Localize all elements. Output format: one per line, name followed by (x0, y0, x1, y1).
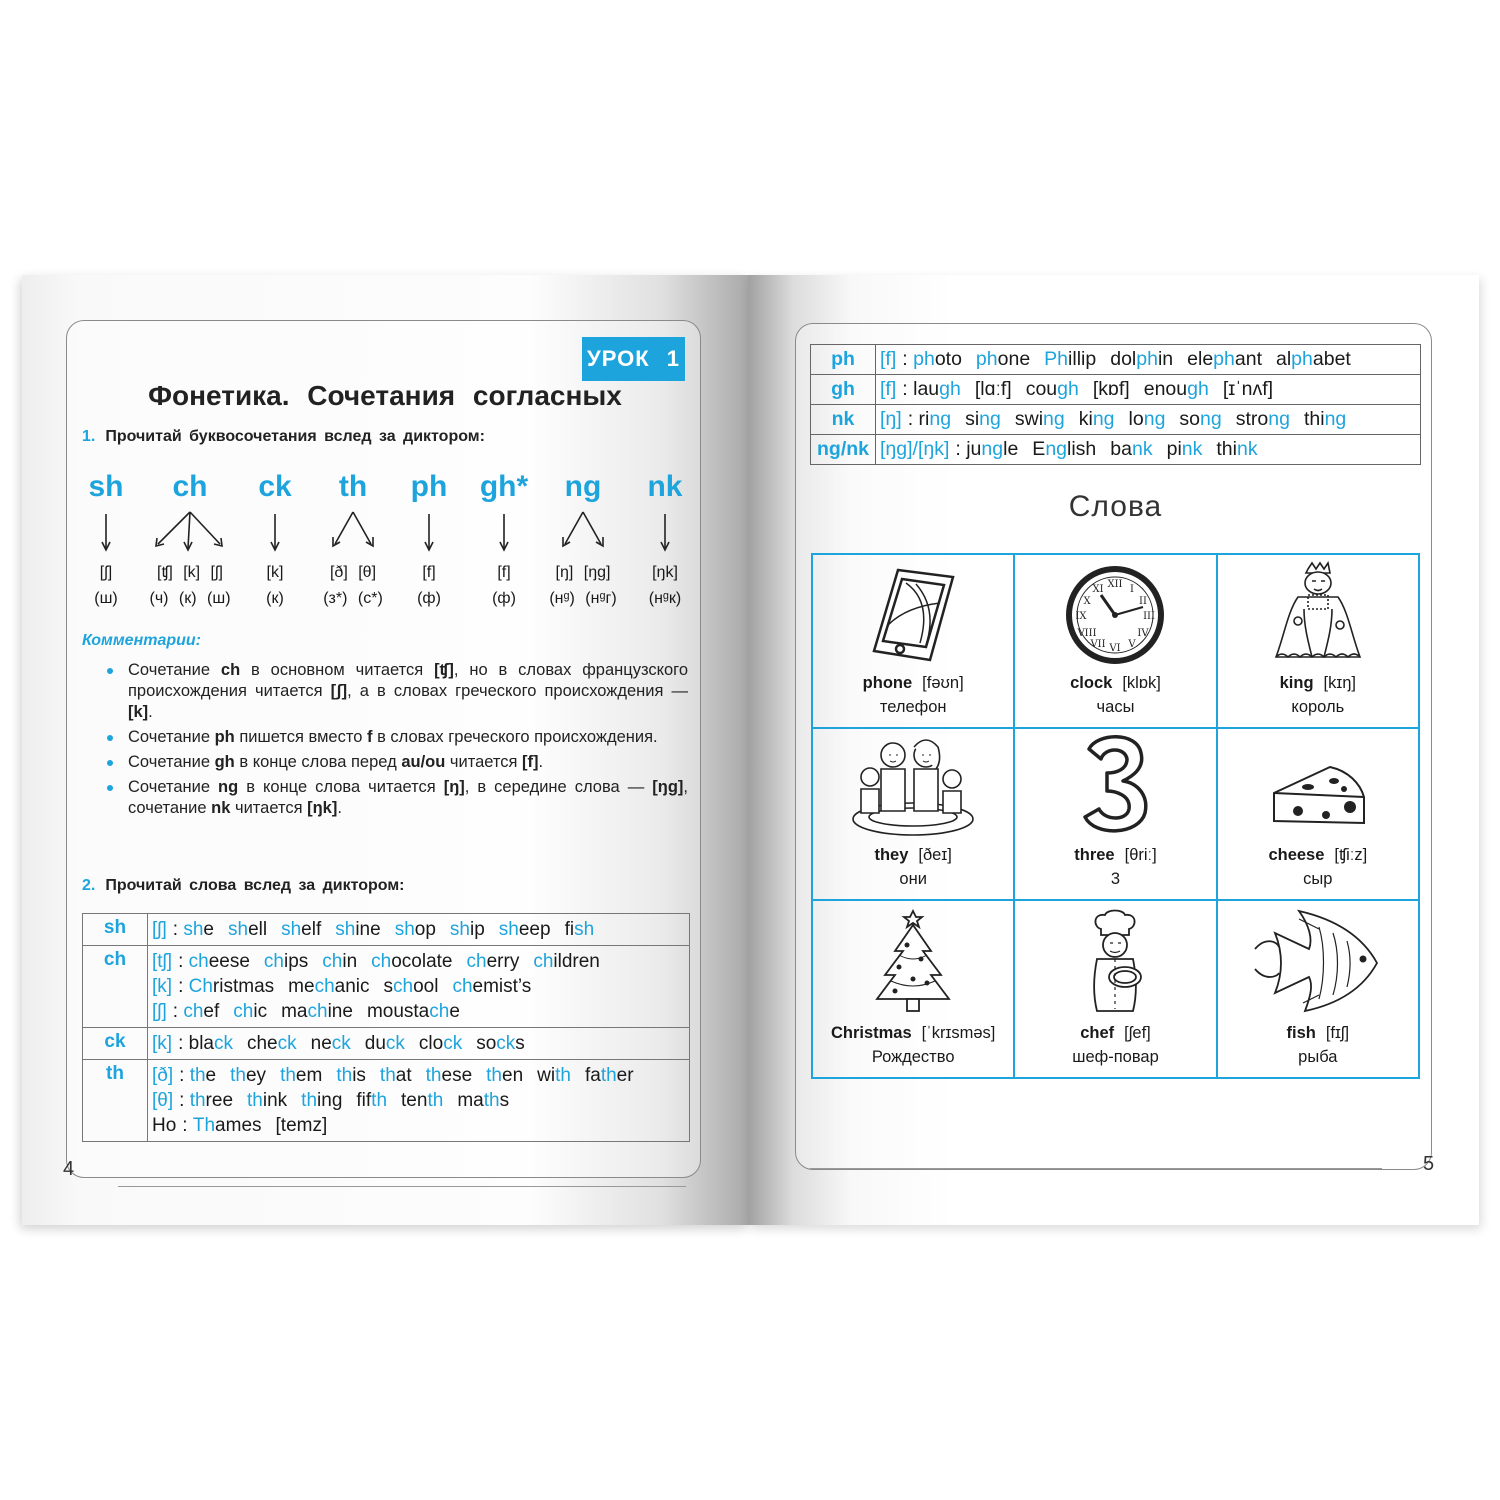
word-label (1015, 671, 1215, 695)
combo-sounds: [k] (266, 564, 284, 581)
combo-sounds: [ʧ] [k] [ʃ] (157, 564, 223, 581)
combo-russian: (ф) (492, 590, 516, 607)
word-line: [k] : black check neck duck clock socks (152, 1033, 525, 1054)
word-card (1014, 728, 1216, 900)
svg-text:V: V (1128, 639, 1137, 650)
combo-russian: (нᵍк) (648, 590, 682, 607)
table-row (811, 375, 1421, 405)
comment-item: Сочетание ph пишется вместо f в словах греческого происхождения. (104, 727, 688, 748)
arrow-icon (240, 508, 310, 560)
row-key: gh (811, 375, 876, 405)
transcription: [fəʊn] (922, 674, 964, 692)
page-number-right: 5 (1423, 1153, 1435, 1175)
word-line: [ʃ] : she shell shelf shine shop ship sheep fish (152, 919, 595, 940)
word: king (1279, 674, 1314, 692)
word-line: Но : Thames [temz] (152, 1115, 328, 1136)
transcription: [ˈkrɪsməs] (921, 1024, 996, 1042)
row-words (148, 1060, 690, 1142)
double-arrow-icon (543, 508, 623, 560)
table-row (811, 345, 1421, 375)
translation: шеф-повар (1072, 1048, 1159, 1066)
translation: король (1291, 698, 1345, 716)
clock-icon (1065, 565, 1165, 665)
footer-line (118, 1186, 686, 1187)
combo-russian: (ф) (417, 590, 441, 607)
combo-sounds: [ð] [θ] (329, 564, 377, 581)
arrow-icon (394, 508, 464, 560)
row-key: ng/nk (811, 435, 876, 465)
word-card (1217, 900, 1419, 1078)
combo-nk (630, 466, 700, 612)
word-card (1217, 728, 1419, 900)
comments-list (104, 660, 688, 823)
table-row (811, 405, 1421, 435)
word-card (1014, 554, 1216, 728)
row-words: [ŋg]/[ŋk] : jungle English bank pink think (876, 435, 1421, 465)
row-key: ch (83, 946, 148, 1028)
table-row (83, 1060, 690, 1142)
page-title: Фонетика. Сочетания согласных (148, 380, 622, 411)
combo-russian: (нᵍ) (нᵍг) (549, 590, 617, 607)
combo-russian: (з*) (с*) (323, 590, 383, 607)
combo-sounds: [f] (497, 564, 511, 581)
word-line: [k] : Christmas mechanic school chemist’s (152, 976, 532, 997)
svg-text:VIII: VIII (1077, 628, 1098, 639)
row-words (148, 946, 690, 1028)
christmas-tree-icon (873, 909, 953, 1015)
svg-text:XII: XII (1107, 579, 1123, 590)
word-line: [tʃ] : cheese chips chin chocolate cherry children (152, 951, 600, 972)
combo-russian: (ч) (к) (ш) (149, 590, 231, 607)
svg-text:VII: VII (1090, 639, 1107, 650)
row-key: ph (811, 345, 876, 375)
combo-sounds: [ŋk] (652, 564, 678, 581)
combo-th (313, 466, 393, 612)
arrow-icon (469, 508, 539, 560)
lesson-badge: УРОК 1 (582, 337, 685, 381)
svg-text:XI: XI (1092, 584, 1105, 595)
combo-ck (240, 466, 310, 612)
phone-icon (868, 565, 958, 665)
combo-letters: gh* (479, 470, 529, 503)
word-card (812, 554, 1014, 728)
translation: телефон (879, 698, 947, 716)
word: three (1074, 846, 1115, 864)
words-table (82, 913, 690, 1142)
translation: сыр (1303, 870, 1333, 888)
row-key: nk (811, 405, 876, 435)
page-number-left: 4 (63, 1158, 75, 1180)
row-key: th (83, 1060, 148, 1142)
triple-arrow-icon (140, 508, 240, 560)
number-three-icon (1075, 729, 1155, 837)
exercise-2-text: Прочитай слова вслед за диктором: (105, 877, 405, 894)
combo-sounds: [f] (422, 564, 436, 581)
word-label (813, 843, 1013, 867)
table-row (83, 1028, 690, 1060)
translation: рыба (1298, 1048, 1338, 1066)
arrow-icon (630, 508, 700, 560)
combo-letters: ch (172, 470, 208, 503)
cheese-icon (1268, 757, 1368, 837)
table-row (811, 435, 1421, 465)
combo-letters: ng (564, 470, 602, 503)
svg-text:II: II (1139, 596, 1148, 607)
combo-letters: sh (88, 470, 124, 503)
combo-sh (71, 466, 141, 612)
word: chef (1080, 1024, 1115, 1042)
word-line: [θ] : three think thing fifth tenth maths (152, 1090, 510, 1111)
transcription: [ʧiːz] (1334, 846, 1368, 864)
table-row (83, 914, 690, 946)
word: cheese (1268, 846, 1325, 864)
comment-item: Сочетание ch в основном читается [ʧ], но в словах французского происхождения читается [ʃ], а в словах греческого происхождения — [k]. (104, 660, 688, 723)
footer-line (810, 1168, 1382, 1169)
combo-sounds: [ŋ] [ŋg] (555, 564, 611, 581)
words-heading: Слова (1068, 490, 1163, 523)
combo-letters: ph (410, 470, 448, 503)
double-arrow-icon (313, 508, 393, 560)
king-icon (1268, 561, 1368, 665)
word-card (1014, 900, 1216, 1078)
row-words: [ŋ] : ring sing swing king long song strong thing (876, 405, 1421, 435)
translation: они (899, 870, 927, 888)
svg-text:IX: IX (1075, 611, 1088, 622)
word: they (874, 846, 909, 864)
transcription: [kɪŋ] (1323, 674, 1357, 692)
transcription: [fɪʃ] (1325, 1024, 1350, 1042)
word-label (813, 671, 1013, 695)
word-card (812, 728, 1014, 900)
combo-sounds: [ʃ] (99, 564, 113, 581)
chef-icon (1075, 909, 1155, 1015)
exercise-1-text: Прочитай буквосочетания вслед за диктором: (105, 428, 485, 445)
word-label (1218, 1021, 1418, 1045)
combo-ph (394, 466, 464, 612)
combo-russian: (к) (266, 590, 284, 607)
exercise-1-heading (82, 428, 485, 446)
combo-gh (469, 466, 539, 612)
word: Christmas (830, 1024, 912, 1042)
svg-text:III: III (1143, 611, 1156, 622)
comment-item: Сочетание ng в конце слова читается [ŋ], в середине слова — [ŋg], сочетание nk читается [ŋk]. (104, 777, 688, 819)
transcription: [ʃef] (1124, 1024, 1151, 1042)
fish-icon (1253, 907, 1383, 1015)
translation: часы (1096, 698, 1135, 716)
exercise-2-number: 2. (82, 877, 96, 894)
combo-ch (140, 466, 240, 612)
translation: 3 (1110, 870, 1121, 888)
row-words: [f] : laugh [lɑːf] cough [kɒf] enough [ɪˈnʌf] (876, 375, 1421, 405)
svg-text:I: I (1130, 584, 1135, 595)
row-words: [f] : photo phone Phillip dolphin elephant alphabet (876, 345, 1421, 375)
row-words (148, 914, 690, 946)
transcription: [klɒk] (1122, 674, 1161, 692)
word: fish (1286, 1024, 1316, 1042)
combo-russian: (ш) (94, 590, 118, 607)
word-label (1218, 843, 1418, 867)
combo-letters: ck (258, 470, 292, 503)
picture-grid (811, 553, 1420, 1079)
svg-text:IV: IV (1137, 628, 1150, 639)
word-label (1015, 843, 1215, 867)
transcription: [ðeɪ] (918, 846, 952, 864)
word-card (812, 900, 1014, 1078)
row-key: sh (83, 914, 148, 946)
translation: Рождество (871, 1048, 955, 1066)
word-line: [ð] : the they them this that these then with father (152, 1065, 634, 1086)
word-label (1218, 671, 1418, 695)
comments-title: Комментарии: (82, 632, 202, 649)
row-words (148, 1028, 690, 1060)
exercise-1-number: 1. (82, 428, 96, 445)
transcription: [θriː] (1124, 846, 1157, 864)
word: clock (1070, 674, 1113, 692)
word-line: [ʃ] : chef chic machine moustache (152, 1001, 460, 1022)
arrow-icon (71, 508, 141, 560)
svg-text:X: X (1083, 596, 1092, 607)
svg-text:VI: VI (1109, 643, 1122, 654)
family-icon (848, 733, 978, 837)
word: phone (862, 674, 913, 692)
exercise-2-heading (82, 877, 405, 895)
word-label (813, 1021, 1013, 1045)
table-row (83, 946, 690, 1028)
combo-letters: nk (647, 470, 683, 503)
combo-letters: th (338, 470, 368, 503)
word-label (1015, 1021, 1215, 1045)
comment-item: Сочетание gh в конце слова перед au/ou читается [f]. (104, 752, 688, 773)
phonics-table (810, 344, 1421, 465)
combo-ng (543, 466, 623, 612)
row-key: ck (83, 1028, 148, 1060)
word-card (1217, 554, 1419, 728)
